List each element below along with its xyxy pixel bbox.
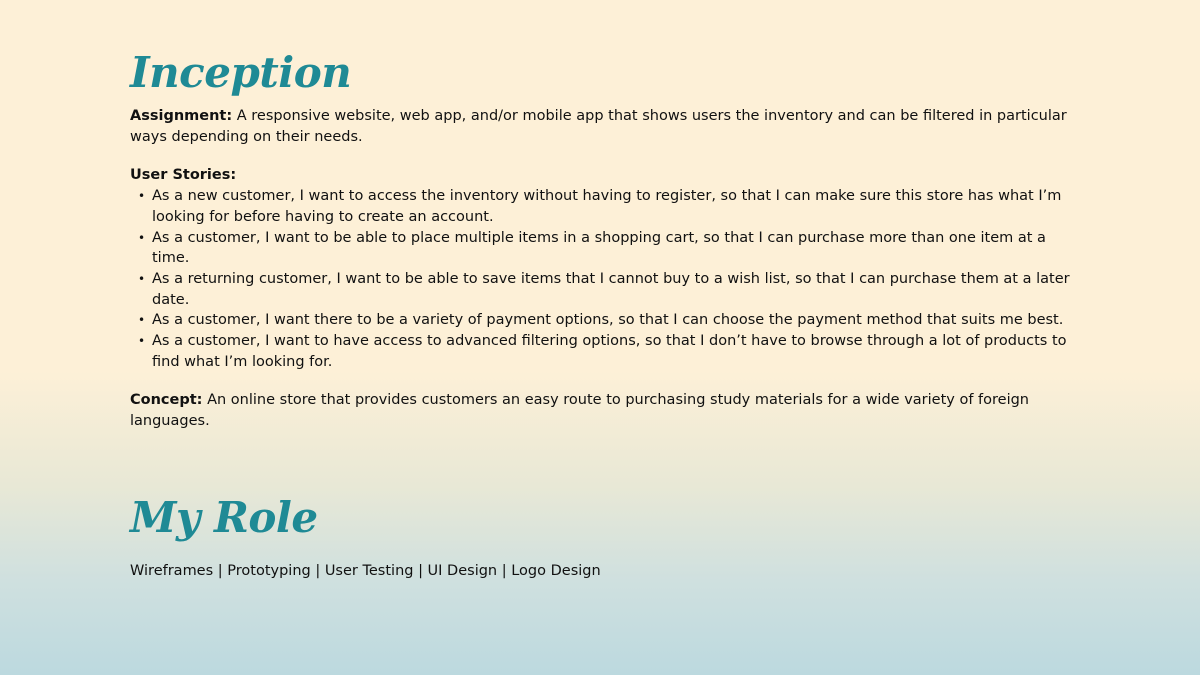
user-stories-label: User Stories:: [130, 167, 237, 184]
role-list: Wireframes | Prototyping | User Testing | UI Design | Logo Design: [130, 563, 601, 579]
user-stories-list: [130, 186, 1080, 372]
assignment-text: A responsive website, web app, and/or mobile app that shows users the inventory and can be filtered in particular ways depending on their needs.: [130, 108, 1067, 146]
inception-heading: Inception: [130, 48, 352, 97]
concept-paragraph: [130, 390, 1080, 432]
user-story-item: • As a new customer, I want to access the inventory without having to register, so that I can make sure this store has what I’m looking for before having to create an account.: [152, 186, 1080, 227]
my-role-heading: My Role: [130, 493, 318, 542]
concept-text: An online store that provides customers an easy route to purchasing study materials for a wide variety of foreign languages.: [130, 392, 1029, 429]
user-story-item: • As a customer, I want to be able to place multiple items in a shopping cart, so that I can purchase more than one item at a time.: [152, 228, 1080, 269]
assignment-paragraph: [130, 106, 1080, 148]
user-story-item: • As a customer, I want there to be a variety of payment options, so that I can choose the payment method that suits me best.: [152, 310, 1080, 331]
assignment-label: Assignment:: [130, 108, 233, 125]
user-story-item: • As a returning customer, I want to be able to save items that I cannot buy to a wish list, so that I can purchase them at a later date.: [152, 269, 1080, 310]
concept-label: Concept:: [130, 392, 203, 408]
user-story-item: • As a customer, I want to have access to advanced filtering options, so that I don’t have to browse through a lot of products to find what I’m looking for.: [152, 331, 1080, 372]
inception-section: [130, 50, 1080, 373]
